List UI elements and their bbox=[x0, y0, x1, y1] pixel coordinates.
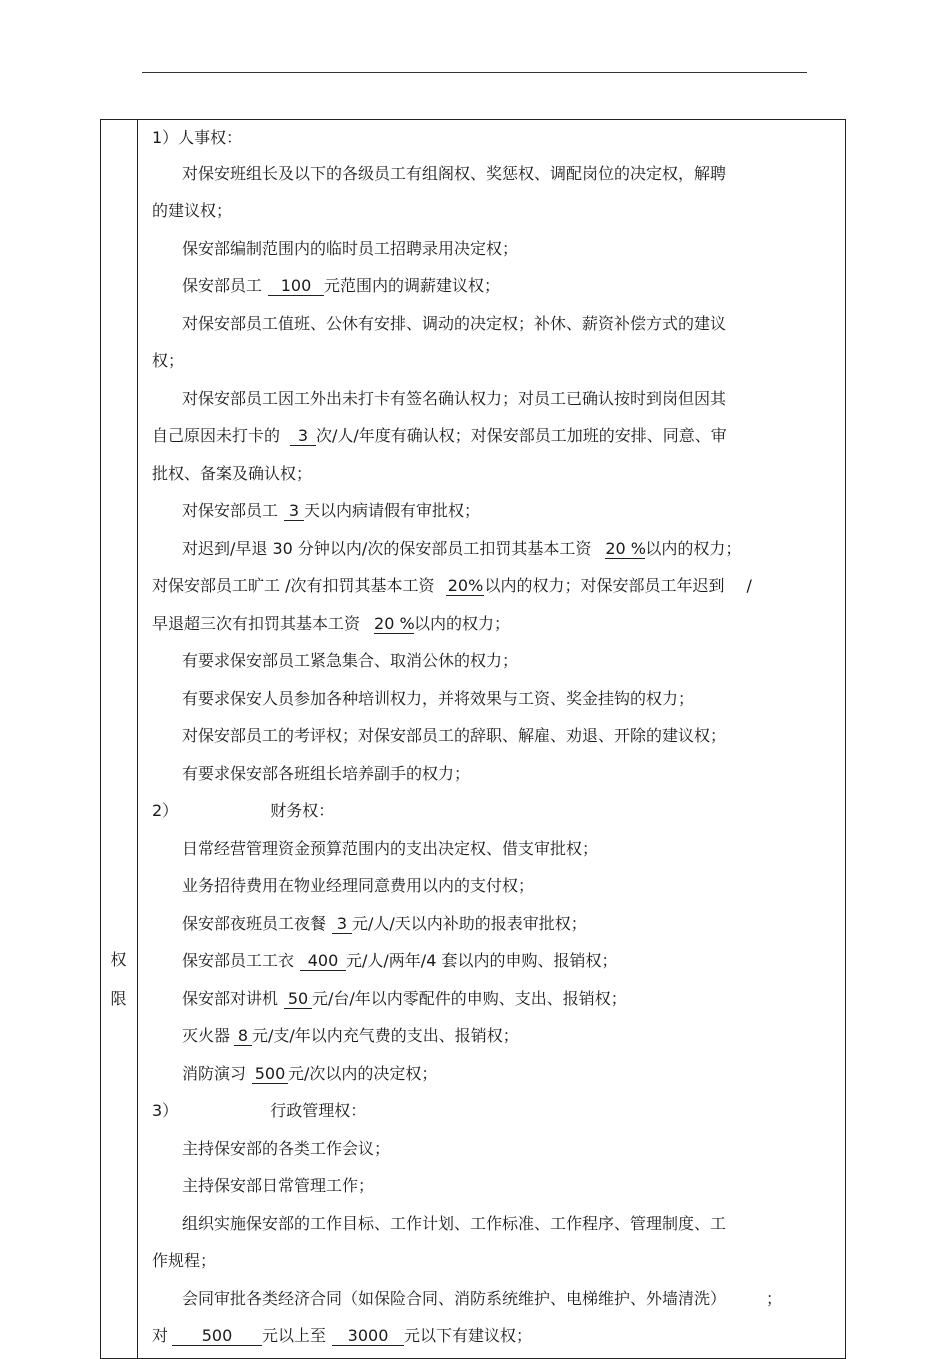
text-line bbox=[182, 914, 587, 934]
text-line: 批权、备案及确认权； bbox=[152, 464, 313, 483]
text-line bbox=[182, 1289, 782, 1309]
text-span: 保安部夜班员工夜餐 bbox=[182, 914, 327, 933]
text-line: 对保安部员工因工外出未打卡有签名确认权力；对员工已确认按时到岗但因其 bbox=[182, 389, 727, 408]
header-rule bbox=[142, 72, 807, 73]
text-span: 元以上至 bbox=[262, 1326, 327, 1345]
text-line: 的建议权； bbox=[152, 201, 233, 220]
text-line: 日常经营管理资金预算范围内的支出决定权、借支审批权； bbox=[182, 839, 599, 858]
filled-amount: 500 bbox=[252, 1065, 288, 1084]
side-label-char-1: 权 bbox=[110, 950, 127, 969]
text-span: 消防演习 bbox=[182, 1064, 247, 1083]
text-line bbox=[182, 989, 627, 1009]
text-line: 有要求保安人员参加各种培训权力，并将效果与工资、奖金挂钩的权力； bbox=[182, 689, 695, 708]
filled-amount: 20% bbox=[447, 576, 484, 595]
filled-amount: 3 bbox=[290, 427, 316, 446]
filled-amount: 20 % bbox=[374, 614, 415, 633]
text-line: 权； bbox=[152, 351, 185, 370]
filled-amount: 20 % bbox=[605, 539, 646, 558]
text-line: 作规程； bbox=[152, 1251, 217, 1270]
text-line: 有要求保安部员工紧急集合、取消公休的权力； bbox=[182, 651, 519, 670]
side-label-char-2: 限 bbox=[110, 989, 127, 1008]
text-span: 天以内病请假有审批权； bbox=[304, 501, 481, 520]
table-column-divider bbox=[137, 119, 138, 1359]
text-span: 以内的权力； bbox=[414, 614, 511, 633]
text-line: 保安部编制范围内的临时员工招聘录用决定权； bbox=[182, 239, 519, 258]
section-title: 财务权： bbox=[270, 801, 335, 820]
text-span: 元/人/两年/4 套以内的申购、报销权； bbox=[346, 951, 618, 970]
section-number: 2） bbox=[152, 801, 179, 820]
text-span: 对保安部员工 bbox=[182, 501, 279, 520]
text-line: 对保安部员工的考评权；对保安部员工的辞职、解雇、劝退、开除的建议权； bbox=[182, 726, 727, 745]
text-line: 对保安部员工值班、公休有安排、调动的决定权；补休、薪资补偿方式的建议 bbox=[182, 314, 727, 333]
text-span: 对 bbox=[152, 1326, 169, 1345]
text-span: 元/人/天以内补助的报表审批权； bbox=[352, 914, 587, 933]
text-line bbox=[182, 539, 741, 559]
text-span: 以内的权力； bbox=[645, 539, 742, 558]
text-line bbox=[182, 951, 617, 971]
filled-amount: 500 bbox=[172, 1327, 262, 1346]
text-span: ； bbox=[766, 1289, 783, 1308]
filled-amount: 3 bbox=[284, 502, 304, 521]
text-span: 保安部员工 bbox=[182, 276, 263, 295]
text-span: 元/次以内的决定权； bbox=[288, 1064, 438, 1083]
text-line bbox=[152, 614, 510, 634]
section-heading-finance bbox=[152, 801, 334, 821]
text-span: 对保安部员工旷工 /次有扣罚其基本工资 bbox=[152, 576, 435, 595]
filled-amount: 50 bbox=[284, 990, 312, 1009]
text-line bbox=[182, 501, 480, 521]
text-line: 对保安班组长及以下的各级员工有组阁权、奖惩权、调配岗位的决定权，解聘 bbox=[182, 164, 727, 183]
text-span: 保安部对讲机 bbox=[182, 989, 279, 1008]
filled-amount: 100 bbox=[268, 277, 324, 296]
text-line bbox=[152, 1326, 532, 1346]
text-span: 元/支/年以内充气费的支出、报销权； bbox=[252, 1026, 519, 1045]
section-title: 行政管理权： bbox=[270, 1101, 367, 1120]
text-line bbox=[182, 276, 500, 296]
text-line bbox=[182, 1064, 437, 1084]
text-line bbox=[152, 576, 752, 596]
text-span: 元范围内的调薪建议权； bbox=[324, 276, 501, 295]
filled-amount: 3 bbox=[332, 915, 352, 934]
text-line: 主持保安部的各类工作会议； bbox=[182, 1139, 391, 1158]
text-span: 灭火器 bbox=[182, 1026, 231, 1045]
text-span: 自己原因未打卡的 bbox=[152, 426, 281, 445]
text-span: 以内的权力；对保安部员工年迟到 bbox=[484, 576, 725, 595]
filled-amount: 3000 bbox=[332, 1327, 404, 1346]
text-line: 组织实施保安部的工作目标、工作计划、工作标准、工作程序、管理制度、工 bbox=[182, 1214, 727, 1233]
section-number: 3） bbox=[152, 1101, 179, 1120]
text-span: 元/台/年以内零配件的申购、支出、报销权； bbox=[312, 989, 627, 1008]
text-span: 会同审批各类经济合同（如保险合同、消防系统维护、电梯维护、外墙清洗） bbox=[182, 1289, 727, 1308]
text-line bbox=[182, 1026, 519, 1046]
text-line: 业务招待费用在物业经理同意费用以内的支付权； bbox=[182, 876, 535, 895]
section-heading-administration bbox=[152, 1101, 366, 1121]
section-heading-personnel: 1）人事权： bbox=[152, 128, 243, 147]
text-line: 有要求保安部各班组长培养副手的权力； bbox=[182, 764, 471, 783]
text-line bbox=[152, 426, 727, 446]
text-span: 对迟到/早退 30 分钟以内/次的保安部员工扣罚其基本工资 bbox=[182, 539, 592, 558]
filled-amount: 8 bbox=[234, 1027, 252, 1046]
text-span: 早退超三次有扣罚其基本工资 bbox=[152, 614, 361, 633]
text-span: 次/人/年度有确认权；对保安部员工加班的安排、同意、审 bbox=[316, 426, 727, 445]
text-line: 主持保安部日常管理工作； bbox=[182, 1176, 375, 1195]
text-span: / bbox=[746, 576, 752, 595]
text-span: 保安部员工工衣 bbox=[182, 951, 295, 970]
filled-amount: 400 bbox=[300, 952, 346, 971]
text-span: 元以下有建议权； bbox=[404, 1326, 533, 1345]
